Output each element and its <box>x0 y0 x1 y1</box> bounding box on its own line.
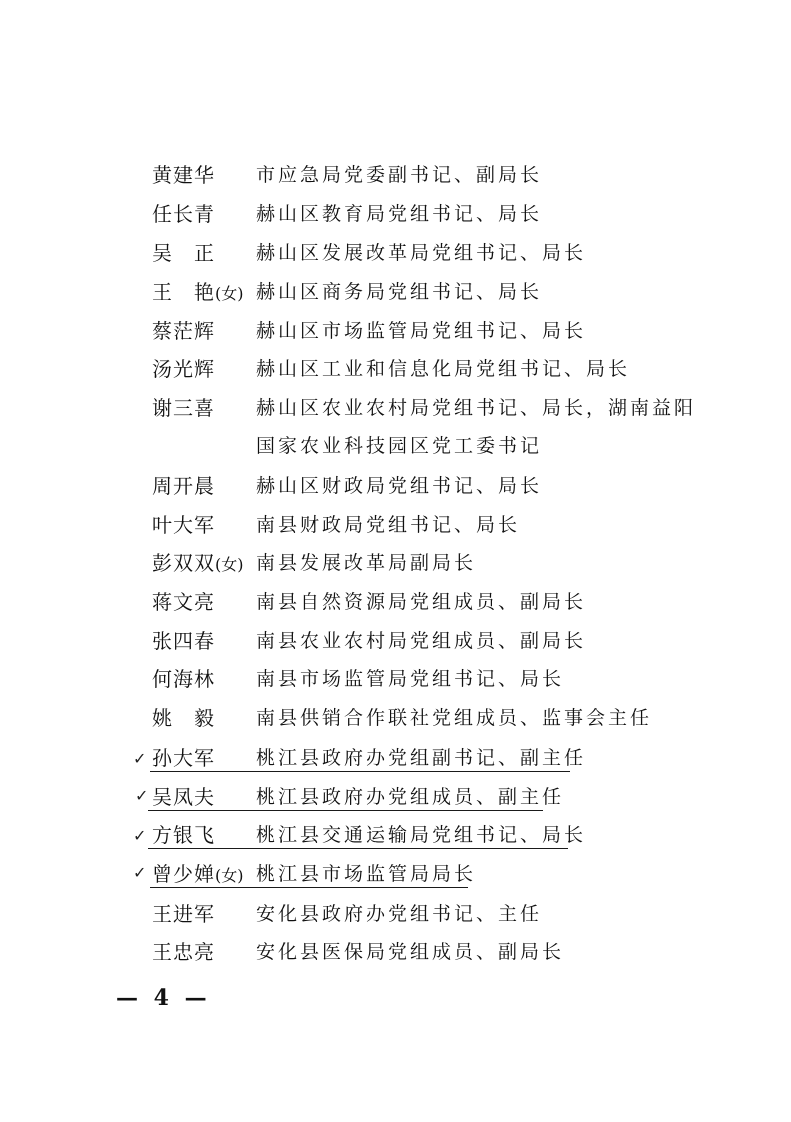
list-item <box>0 822 791 860</box>
person-name: 张四春 <box>152 629 215 653</box>
person-title: 赫山区发展改革局党组书记、局长 <box>256 242 587 264</box>
person-title: 南县市场监管局党组书记、局长 <box>256 668 565 690</box>
list-item <box>0 162 791 200</box>
person-title: 南县发展改革局副局长 <box>256 552 477 574</box>
person-title: 赫山区农业农村局党组书记、局长，湖南益阳 <box>256 397 697 419</box>
list-item <box>0 201 791 239</box>
person-title: 赫山区财政局党组书记、局长 <box>256 475 543 497</box>
person-name: 王进军 <box>152 902 215 926</box>
list-item <box>0 901 791 939</box>
list-item <box>0 666 791 704</box>
list-item <box>0 279 791 317</box>
list-item <box>0 939 791 977</box>
list-item <box>0 512 791 550</box>
list-item <box>0 784 791 822</box>
person-title: 赫山区市场监管局党组书记、局长 <box>256 320 587 342</box>
person-title: 桃江县政府办党组成员、副主任 <box>256 786 565 808</box>
person-title: 桃江县交通运输局党组书记、局长 <box>256 824 587 846</box>
person-title-continued: 国家农业科技园区党工委书记 <box>256 435 543 457</box>
handwritten-underline <box>148 848 568 849</box>
check-mark-icon: ✓ <box>133 826 147 845</box>
person-name: 彭双双(女) <box>152 551 244 575</box>
list-item <box>0 395 791 471</box>
list-item <box>0 356 791 394</box>
person-name: 方银飞 <box>152 823 215 847</box>
handwritten-underline <box>148 810 543 811</box>
list-item <box>0 861 791 899</box>
list-item <box>0 473 791 511</box>
person-name: 王 艳(女) <box>152 280 244 304</box>
person-name: 何海林 <box>152 667 215 691</box>
list-item <box>0 705 791 743</box>
list-item <box>0 589 791 627</box>
person-title: 市应急局党委副书记、副局长 <box>256 164 543 186</box>
person-title: 赫山区教育局党组书记、局长 <box>256 203 543 225</box>
person-name: 蔡茫辉 <box>152 319 215 343</box>
person-name: 周开晨 <box>152 474 215 498</box>
list-item <box>0 318 791 356</box>
person-title: 南县供销合作联社党组成员、监事会主任 <box>256 707 653 729</box>
check-mark-icon: ✓ <box>135 786 149 805</box>
person-title: 赫山区商务局党组书记、局长 <box>256 281 543 303</box>
person-title: 南县财政局党组书记、局长 <box>256 514 521 536</box>
person-name: 叶大军 <box>152 513 215 537</box>
person-name: 孙大军 <box>152 746 215 770</box>
person-title: 南县农业农村局党组成员、副局长 <box>256 630 587 652</box>
person-title: 赫山区工业和信息化局党组书记、局长 <box>256 358 631 380</box>
person-title: 安化县政府办党组书记、主任 <box>256 903 543 925</box>
person-name: 曾少婵(女) <box>152 862 244 886</box>
person-name: 王忠亮 <box>152 940 215 964</box>
person-name: 黄建华 <box>152 163 215 187</box>
list-item <box>0 628 791 666</box>
list-item <box>0 745 791 783</box>
person-title: 桃江县政府办党组副书记、副主任 <box>256 747 587 769</box>
handwritten-underline <box>150 771 570 772</box>
person-name: 吴 正 <box>152 241 215 265</box>
check-mark-icon: ✓ <box>133 749 147 768</box>
person-title: 南县自然资源局党组成员、副局长 <box>256 591 587 613</box>
person-name: 汤光辉 <box>152 357 215 381</box>
person-name: 姚 毅 <box>152 706 215 730</box>
list-item <box>0 550 791 588</box>
person-title: 安化县医保局党组成员、副局长 <box>256 941 565 963</box>
person-title: 桃江县市场监管局局长 <box>256 863 477 885</box>
person-name: 任长青 <box>152 202 215 226</box>
check-mark-icon: ✓ <box>133 863 147 882</box>
person-name: 谢三喜 <box>152 396 215 420</box>
list-item <box>0 240 791 278</box>
person-name: 蒋文亮 <box>152 590 215 614</box>
handwritten-underline <box>150 887 468 888</box>
person-name: 吴凤夫 <box>152 785 215 809</box>
page-number: — 4 — <box>116 985 211 1011</box>
